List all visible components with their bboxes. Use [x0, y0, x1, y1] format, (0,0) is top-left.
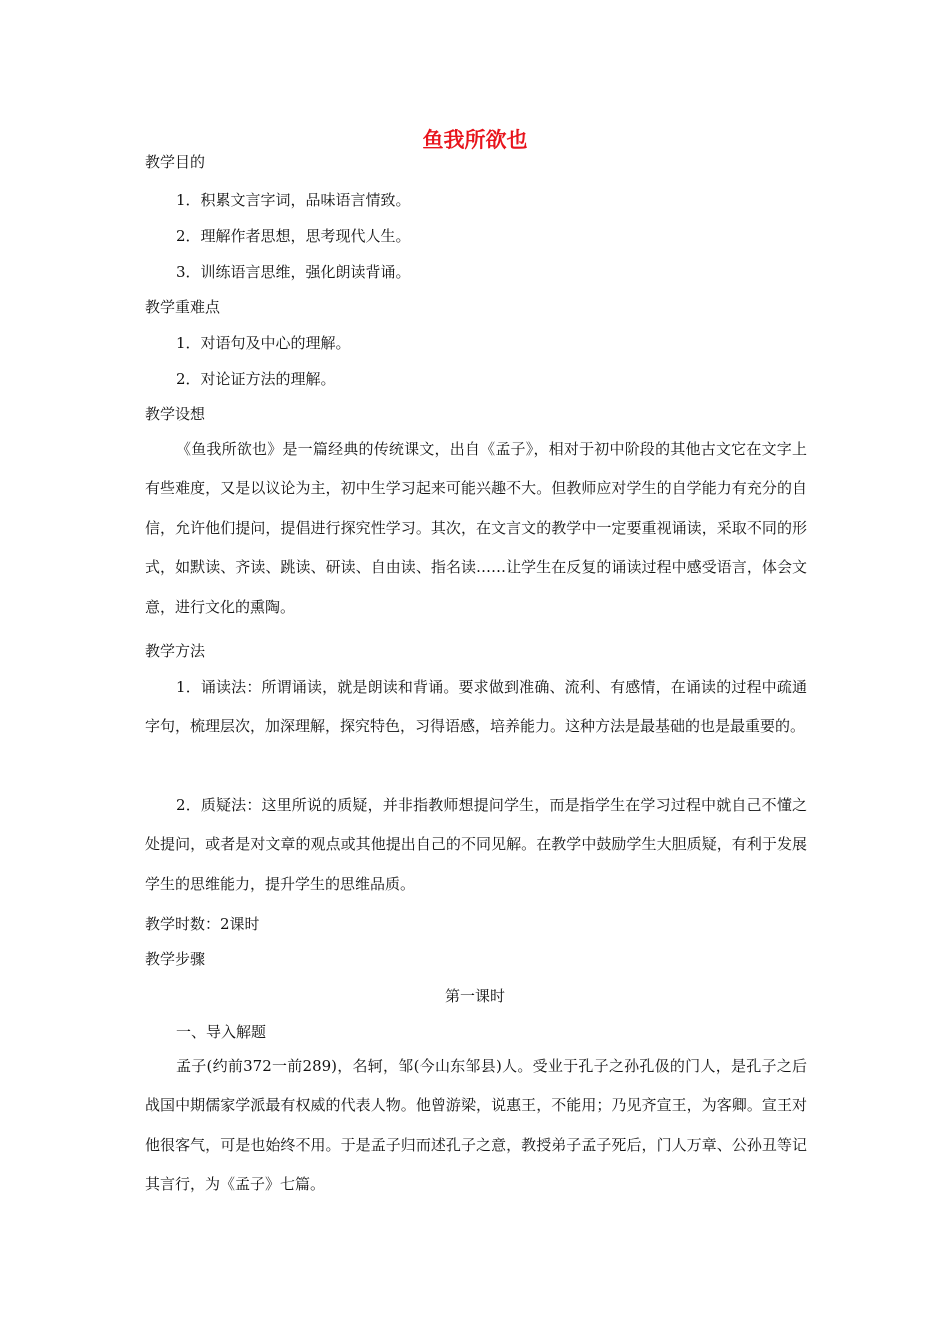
- key-point-item: 1．对语句及中心的理解。: [176, 334, 351, 352]
- goals-heading: 教学目的: [145, 153, 206, 171]
- step-heading: 一、导入解题: [176, 1023, 267, 1041]
- key-point-item: 2．对论证方法的理解。: [176, 370, 336, 388]
- goal-item: 2．理解作者思想，思考现代人生。: [176, 227, 411, 245]
- methods-heading: 教学方法: [145, 642, 206, 660]
- step-paragraph: 孟子(约前372一前289)，名轲，邹(今山东邹县)人。受业于孔子之孙孔伋的门人，是孔子之后战国中期儒家学派最有权威的代表人物。他曾游梁，说惠王，不能用；乃见齐宣王，为客卿。宣王对他很客气，可是也始终不用。于是孟子归而述孔子之意，教授弟子孟子死后，门人万章、公孙丑等记其言行，为《孟子》七篇。: [145, 1057, 807, 1194]
- key-points-heading: 教学重难点: [145, 298, 221, 316]
- method-paragraph: 1．诵读法：所谓诵读，就是朗读和背诵。要求做到准确、流利、有感情，在诵读的过程中疏通字句，梳理层次，加深理解，探究特色，习得语感，培养能力。这种方法是最基础的也是最重要的。: [145, 678, 807, 736]
- steps-heading: 教学步骤: [145, 950, 206, 968]
- teaching-hours: 教学时数：2课时: [145, 915, 260, 933]
- lesson-title: 第一课时: [444, 987, 505, 1005]
- concept-heading: 教学设想: [145, 405, 206, 423]
- document-title: 鱼我所欲也: [422, 128, 528, 152]
- concept-paragraph: 《鱼我所欲也》是一篇经典的传统课文，出自《孟子》，相对于初中阶段的其他古文它在文字上有些难度，又是以议论为主，初中生学习起来可能兴趣不大。但教师应对学生的自学能力有充分的自信，允许他们提问，提倡进行探究性学习。其次，在文言文的教学中一定要重视诵读，采取不同的形式，如默读、齐读、跳读、研读、自由读、指名读……让学生在反复的诵读过程中感受语言，体会文意，进行文化的熏陶。: [145, 440, 807, 616]
- goal-item: 1．积累文言字词，品味语言情致。: [176, 191, 411, 209]
- method-paragraph: 2．质疑法：这里所说的质疑，并非指教师想提问学生，而是指学生在学习过程中就自己不懂之处提问，或者是对文章的观点或其他提出自己的不同见解。在教学中鼓励学生大胆质疑，有利于发展学生的思维能力，提升学生的思维品质。: [145, 796, 807, 893]
- goal-item: 3．训练语言思维，强化朗读背诵。: [176, 263, 411, 281]
